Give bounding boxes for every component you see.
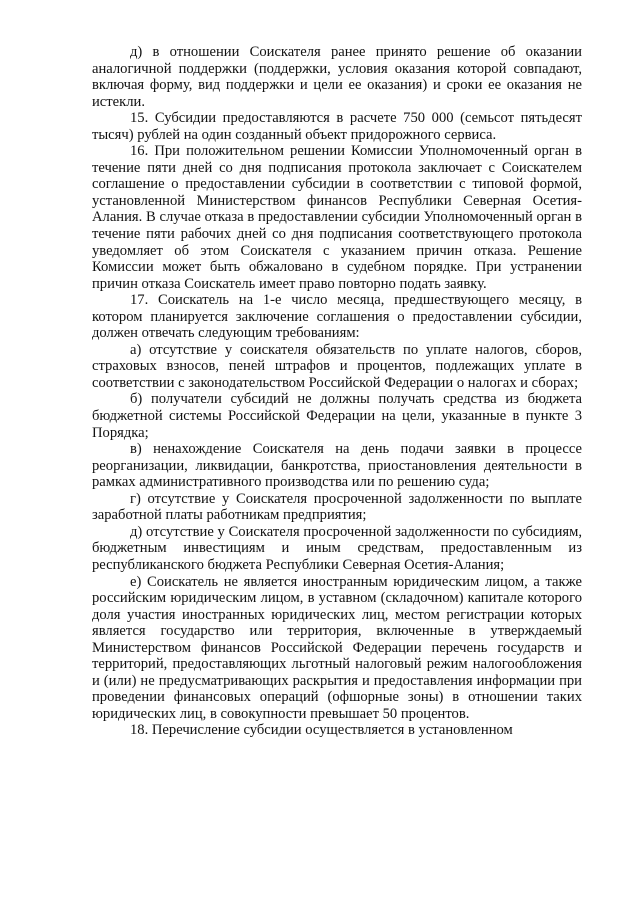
paragraph-15-subsidy-amount: 15. Субсидии предоставляются в расчете 750 000 (семьсот пятьдесят тысяч) рублей на один созданный объект придорожного сервиса. [92, 110, 582, 143]
document-page [92, 44, 582, 739]
paragraph-17v-no-reorganization: в) ненахождение Соискателя на день подачи заявки в процессе реорганизации, ликвидации, банкротства, приостановления деятельности в рамках административного производства или по решению суда; [92, 441, 582, 491]
paragraph-18-transfer: 18. Перечисление субсидии осуществляется в установленном [130, 722, 513, 739]
paragraph-17-requirements: 17. Соискатель на 1-е число месяца, предшествующего месяцу, в котором планируется заключение соглашения о предоставлении субсидии, должен отвечать следующим требованиям: [92, 292, 582, 342]
paragraph-17d-no-overdue-debt: д) отсутствие у Соискателя просроченной задолженности по субсидиям, бюджетным инвестициям и иным средствам, предоставленным из республиканского бюджета Республики Северная Осетия-Алания; [92, 523, 582, 573]
paragraph-d-prior-support: д) в отношении Соискателя ранее принято решение об оказании аналогичной поддержки (поддержки, условия оказания которой совпадают, включая форму, вид поддержки и цели ее оказания) и сроки ее оказания не истекли. [92, 44, 582, 110]
paragraph-17b-no-other-funds: б) получатели субсидий не должны получать средства из бюджета бюджетной системы Российской Федерации на цели, указанные в пункте 3 Порядка; [92, 391, 582, 441]
paragraph-17a-no-tax-debt: а) отсутствие у соискателя обязательств по уплате налогов, сборов, страховых взносов, пеней штрафов и процентов, подлежащих уплате в соответствии с законодательством Российской Федерации о налогах и сборах; [92, 341, 582, 391]
paragraph-17g-no-wage-arrears: г) отсутствие у Соискателя просроченной задолженности по выплате заработной платы работникам предприятия; [92, 490, 582, 524]
paragraph-16-commission-decision: 16. При положительном решении Комиссии Уполномоченный орган в течение пяти дней со дня подписания протокола заключает с Соискателем соглашение о предоставлении субсидии в соответствии с типовой формой, установленной Министерством финансов Республики Северная Осетия-Алания. В случае отказа в предоставлении субсидии Уполномоченный орган в течение пяти рабочих дней со дня подписания соответствующего протокола уведомляет об этом Соискателя с указанием причин отказа. Решение Комиссии может быть обжаловано в судебном порядке. При устранении причин отказа Соискатель имеет право повторно подать заявку. [92, 143, 582, 292]
paragraph-17e-not-foreign-entity: е) Соискатель не является иностранным юридическим лицом, а также российским юридическим лицом, в уставном (складочном) капитале которого доля участия иностранных юридических лиц, местом регистрации которых является государство или территория, включенные в утверждаемый Министерством финансов Российской Федерации перечень государств и территорий, предоставляющих льготный налоговый режим налогообложения и (или) не предусматривающих раскрытия и предоставления информации при проведении финансовых операций (офшорные зоны) в отношении таких юридических лиц, в совокупности превышает 50 процентов. [92, 573, 582, 722]
